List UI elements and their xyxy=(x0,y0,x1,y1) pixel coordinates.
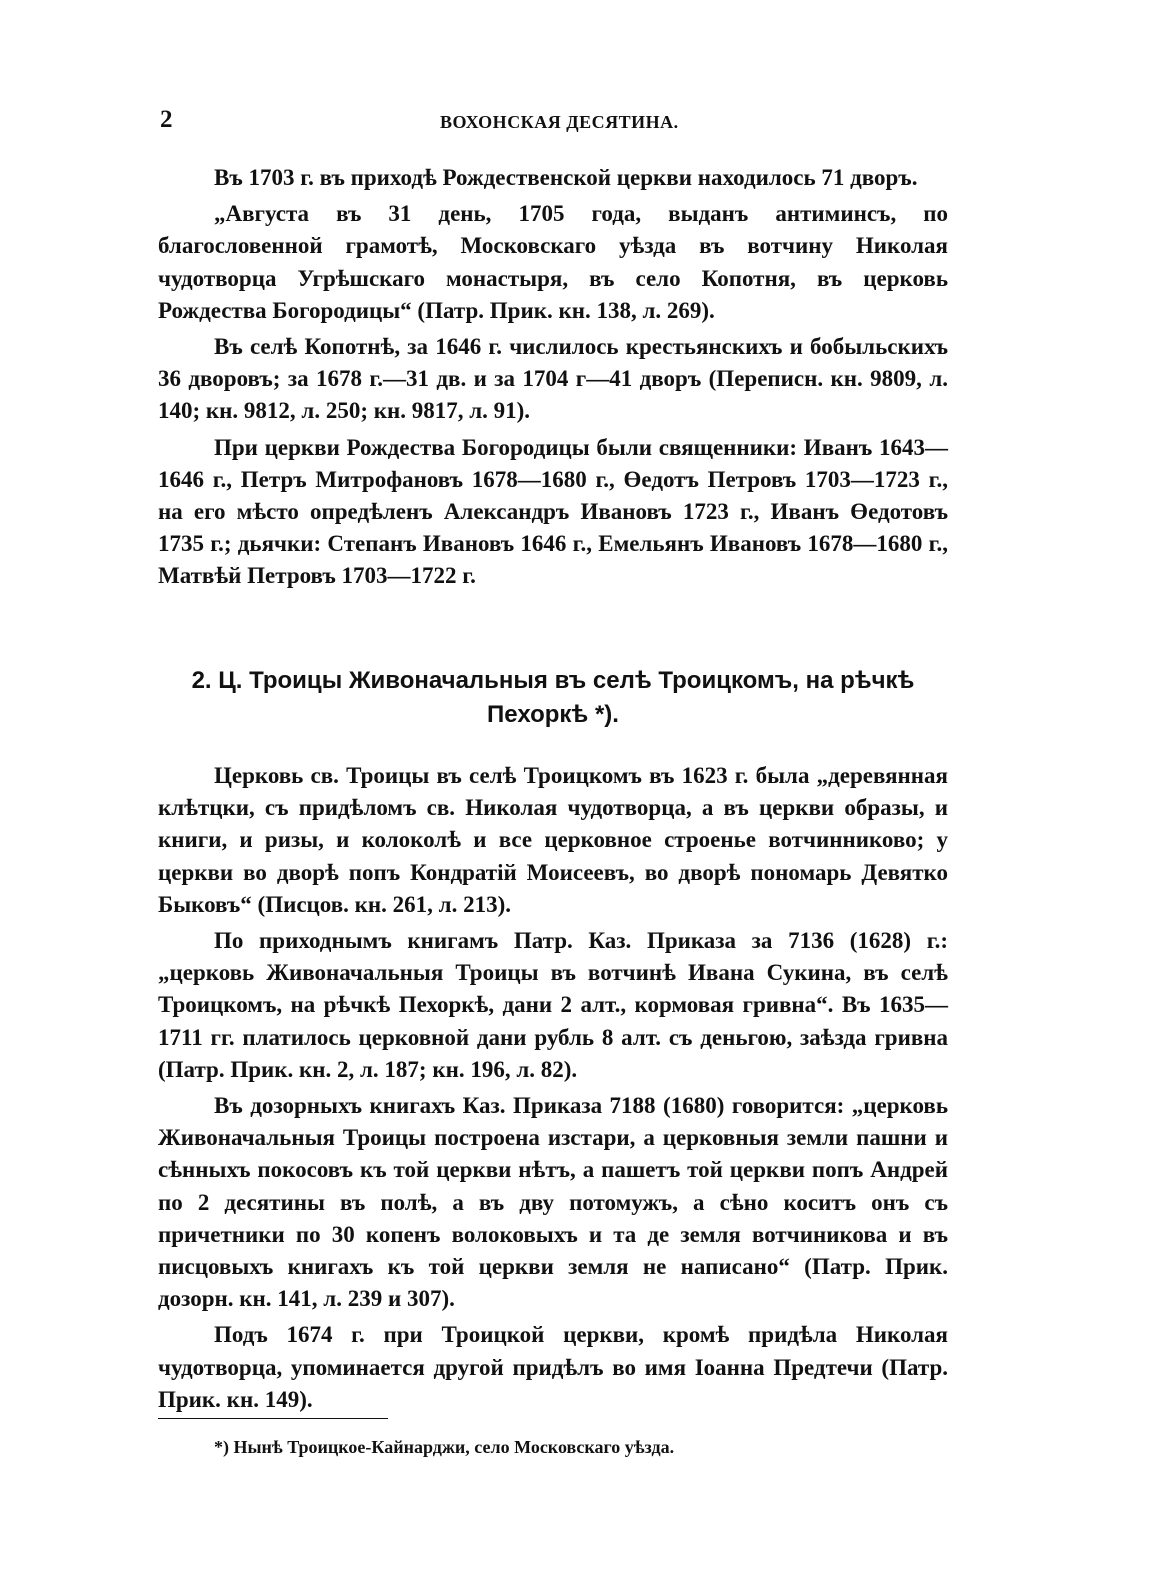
paragraph: При церкви Рождества Богородицы были священники: Иванъ 1643—1646 г., Петръ Митрофановъ 1678—1680 г., Өедотъ Петровъ 1703—1723 г., на его мѣсто опредѣленъ Александръ Ивановъ 1723 г., Иванъ Өедотовъ 1735 г.; дьячки: Степанъ Ивановъ 1646 г., Емельянъ Ивановъ 1678—1680 г., Матвѣй Петровъ 1703—1722 г. xyxy=(158,434,948,589)
paragraph: „Августа въ 31 день, 1705 года, выданъ антиминсъ, по благословенной грамотѣ, Московскаго уѣзда въ вотчину Николая чудотворца Угрѣшскаго монастыря, въ село Копотня, въ церковь Рождества Богородицы“ (Патр. Прик. кн. 138, л. 269). xyxy=(158,201,948,323)
running-head xyxy=(160,106,960,140)
section-heading: 2. Ц. Троицы Живоначальныя въ селѣ Троицкомъ, на рѣчкѣ Пехоркѣ *). xyxy=(191,667,915,728)
footnote-divider xyxy=(158,1418,388,1419)
paragraph: Въ дозорныхъ книгахъ Каз. Приказа 7188 (1680) говорится: „церковь Живоначальныя Троицы построена изстари, а церковныя земли пашни и сѣнныхъ покосовъ къ той церкви нѣтъ, а пашетъ той церкви попъ Андрей по 2 десятины въ полѣ, а въ дву потомужъ, а сѣно коситъ онъ съ причетники по 30 копенъ волоковыхъ и та де земля вотчиникова и въ писцовыхъ книгахъ къ той церкви земля не написано“ (Патр. Прик. дозорн. кн. 141, л. 239 и 307). xyxy=(158,1093,948,1312)
footnote: *) Нынѣ Троицкое-Кайнарджи, село Московскаго уѣзда. xyxy=(214,1437,675,1457)
paragraph: Въ 1703 г. въ приходѣ Рождественской церкви находилось 71 дворъ. xyxy=(214,165,918,190)
paragraph: По приходнымъ книгамъ Патр. Каз. Приказа за 7136 (1628) г.: „церковь Живоначальныя Троицы въ вотчинѣ Ивана Сукина, въ селѣ Троицкомъ, на рѣчкѣ Пехоркѣ, дани 2 алт., кормовая гривна“. Въ 1635—1711 гг. платилось церковной дани рубль 8 алт. съ деньгою, заѣзда гривна (Патр. Прик. кн. 2, л. 187; кн. 196, л. 82). xyxy=(158,928,948,1082)
paragraph: Въ селѣ Копотнѣ, за 1646 г. числилось крестьянскихъ и бобыльскихъ 36 дворовъ; за 1678 г.—31 дв. и за 1704 г—41 дворъ (Переписн. кн. 9809, л. 140; кн. 9812, л. 250; кн. 9817, л. 91). xyxy=(158,334,948,424)
page-number: 2 xyxy=(160,106,173,133)
paragraph: Церковь св. Троицы въ селѣ Троицкомъ въ 1623 г. была „деревянная клѣтцки, съ придѣломъ св. Николая чудотворца, а въ церкви образы, и книги, и ризы, и колоколѣ и все церковное строенье вотчинниково; у церкви во дворѣ попъ Кондратій Моисеевъ, во дворѣ пономарь Девятко Быковъ“ (Писцов. кн. 261, л. 213). xyxy=(158,763,948,917)
section-1-body xyxy=(158,162,948,597)
section-2-body xyxy=(158,760,948,1420)
running-title: ВОХОНСКАЯ ДЕСЯТИНА. xyxy=(440,112,679,132)
paragraph: Подъ 1674 г. при Троицкой церкви, кромѣ придѣла Николая чудотворца, упоминается другой придѣлъ во имя Іоанна Предтечи (Патр. Прик. кн. 149). xyxy=(158,1322,948,1412)
